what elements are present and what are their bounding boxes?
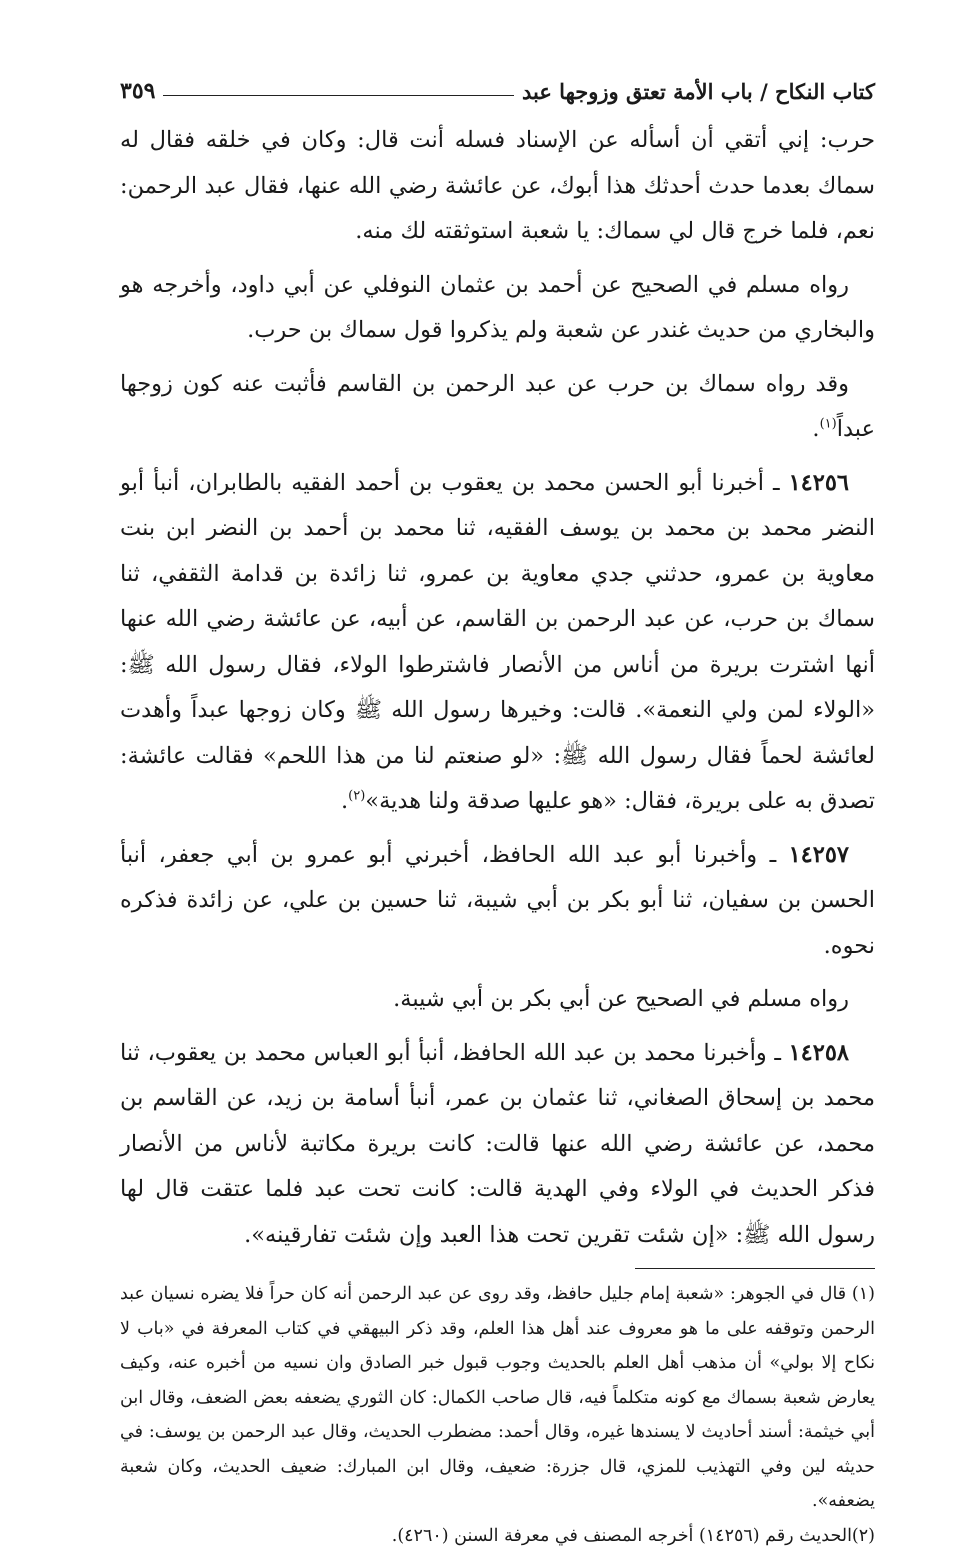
footnote-marker[interactable]: (٢) bbox=[348, 789, 365, 804]
footnote-1: (١) قال في الجوهر: «شعبة إمام جليل حافظ، وقد روى عن عبد الرحمن أنه كان حراً فلا يضره نسيان عبد الرحمن وتوقفه على ما هو معروف عند أهل هذا العلم، وقد ذكر البيهقي في كتاب المعرفة في «باب لا نكاح إلا بولي» أن مذهب أهل العلم بالحديث وجوب قبول خبر الصادق وان نسيه من أخبره عنه، وكيف يعارض شعبة بسماك مع كونه متكلماً فيه، قال صاحب الكمال: كان الثوري يضعفه بعض الضعف، وقال ابن أبي خيثمة: أسند أحاديث لا يسندها غيره، وقال أحمد: مضطرب الحديث، وقال عبد الرحمن بن يوسف: في حديثه لين وفي التهذيب للمزي، قال جزرة: ضعيف، وقال ابن المبارك: ضعيف الحديث، وكان شعبة يضعفه». bbox=[120, 1277, 875, 1519]
paragraph bbox=[120, 977, 875, 1023]
paragraph-text: رواه مسلم في الصحيح عن أبي بكر بن أبي شيبة. bbox=[393, 986, 849, 1012]
paragraph-text: رواه مسلم في الصحيح عن أحمد بن عثمان النوفلي عن أبي داود، وأخرجه هو والبخاري من حديث غندر عن شعبة ولم يذكروا قول سماك بن حرب. bbox=[120, 272, 875, 344]
hadith-paragraph bbox=[120, 1031, 875, 1259]
page-number: ٣٥٩ bbox=[120, 78, 155, 104]
footnote-separator bbox=[635, 1268, 875, 1269]
paragraph bbox=[120, 362, 875, 453]
paragraph-text: ـ وأخبرنا أبو عبد الله الحافظ، أخبرني أبو عمرو بن أبي جعفر، أنبأ الحسن بن سفيان، ثنا أبو بكر بن أبي شيبة، ثنا حسين بن علي، عن زائدة فذكره نحوه. bbox=[120, 842, 875, 959]
paragraph bbox=[120, 263, 875, 354]
hadith-number: ١٤٢٥٧ bbox=[789, 842, 849, 868]
hadith-paragraph bbox=[120, 833, 875, 970]
main-text bbox=[120, 118, 875, 1258]
footnotes bbox=[120, 1277, 875, 1553]
header-rule bbox=[163, 95, 514, 96]
footnote-marker[interactable]: (١) bbox=[820, 417, 837, 432]
paragraph-text: ـ وأخبرنا محمد بن عبد الله الحافظ، أنبأ أبو العباس محمد بن يعقوب، ثنا محمد بن إسحاق الصغاني، ثنا عثمان بن عمر، أنبأ أسامة بن زيد، عن القاسم بن محمد، عن عائشة رضي الله عنها قالت: كانت بريرة مكاتبة لأناس من الأنصار فذكر الحديث في الولاء وفي الهدية قالت: كانت تحت عبد فلما عتقت قال لها رسول الله ﷺ: «إن شئت تقرين تحت هذا العبد وإن شئت تفارقينه». bbox=[120, 1040, 875, 1248]
hadith-number: ١٤٢٥٨ bbox=[789, 1040, 849, 1066]
paragraph bbox=[120, 118, 875, 255]
paragraph-text: ـ أخبرنا أبو الحسن محمد بن يعقوب بن أحمد الفقيه بالطابران، أنبأ أبو النضر محمد بن محمد بن يوسف الفقيه، ثنا محمد بن أحمد بن النضر ابن بنت معاوية بن عمرو، حدثني جدي معاوية بن عمرو، ثنا زائدة بن قدامة الثقفي، ثنا سماك بن حرب، عن عبد الرحمن بن القاسم، عن أبيه، عن عائشة رضي الله عنها أنها اشترت بريرة من أناس من الأنصار فاشترطوا الولاء، فقال رسول الله ﷺ: «الولاء لمن ولي النعمة». قالت: وخيرها رسول الله ﷺ وكان زوجها عبداً وأهدت لعائشة لحماً فقال رسول الله ﷺ: «لو صنعتم لنا من هذا اللحم» فقالت عائشة: تصدق به على بريرة، فقال: «هو عليها صدقة ولنا هدية» bbox=[120, 470, 875, 815]
paragraph-end: . bbox=[812, 416, 819, 442]
hadith-number: ١٤٢٥٦ bbox=[789, 470, 849, 496]
running-header bbox=[120, 62, 875, 104]
paragraph-text: وقد رواه سماك بن حرب عن عبد الرحمن بن القاسم فأثبت عنه كون زوجها عبداً bbox=[120, 371, 875, 443]
paragraph-text: حرب: إني أتقي أن أسأله عن الإسناد فسله أنت قال: وكان في خلقه فقال له سماك بعدما حدث أحدثك هذا أبوك، عن عائشة رضي الله عنها، فقال عبد الرحمن: نعم، فلما خرج قال لي سماك: يا شعبة استوثقته لك منه. bbox=[120, 127, 875, 244]
footnote-2: (٢)الحديث رقم (١٤٢٥٦) أخرجه المصنف في معرفة السنن (٤٢٦٠). bbox=[120, 1519, 875, 1553]
hadith-paragraph bbox=[120, 461, 875, 825]
paragraph-end: . bbox=[341, 788, 348, 814]
running-title: كتاب النكاح / باب الأمة تعتق وزوجها عبد bbox=[522, 79, 875, 104]
